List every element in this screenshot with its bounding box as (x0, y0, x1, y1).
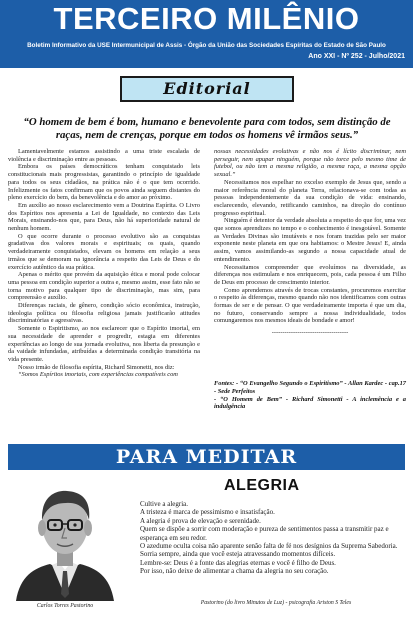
paragraph: Necessitamos compreender que evoluímos na diversidade, as diferenças nos estimulam e nos enriquecem, pois, cada pessoa é um Filho de Deus em processo de crescimento interior. (214, 263, 406, 286)
poem-line: Cultive a alegria. (140, 500, 189, 508)
poem-line: O azedume oculta coisa não aparente senão falta de fé nos desígnios da Suprema Sabedoria. (140, 542, 398, 551)
poem-line: Por isso, não deixe de alimentar a chama da alegria no seu coração. (140, 567, 329, 576)
separator-line: ------------------------------------ (271, 329, 349, 337)
poem-line: Quem se dispõe a sorrir com moderação e pureza de sentimentos passa a transmitir paz e esperança em seu redor. (140, 525, 389, 542)
editorial-heading-box (120, 76, 294, 102)
paragraph: Embora os países democráticos tenham conquistado leis constitucionais mais progressistas, garantindo o princípio de igualdade para todos os seus cidadãos, na prática não é o que tem ocorrido. Infelizmente os fatos confirmam que os povos ainda seguem distantes do pleno exercício do bem, da benevolência e do amor ao próximo. (8, 163, 200, 202)
simonetti-quote-end: nossas necessidades evolutivas e não nos é lícito discriminar, nem perseguir, nem apupar ninguém, porque não torce pelo mesmo time de futebol, ou não tem a mesma religião, a mesma raça, a mesma opção sexual.” (214, 148, 406, 179)
poem-credit: Pastorino (do livro Minutos de Luz) - psicografia Ariston S Teles (200, 600, 352, 606)
editorial-right-column (214, 148, 406, 337)
paragraph: Em auxílio ao nosso esclarecimento vem a Doutrina Espírita. O Livro dos Espíritos nos apresenta a Lei de Igualdade, no contexto das Leis Morais, ensinando-nos que, para Deus, não há superioridade natural de nenhum homem. (8, 201, 200, 233)
poem-line: A alegria é prova de elevação e serenidade. (140, 516, 261, 525)
source-2: - “O Homem de Bem” - Richard Simonetti - A inclemência e a indulgência (214, 395, 406, 411)
alegria-title: ALEGRIA (224, 477, 300, 494)
editorial-quote: “O homem de bem é bom, humano e benevolente para com todos, sem distinção de raças, nem de crenças, porque em todos os homens vê irmãos seus.” (23, 116, 391, 141)
paragraph: Apenas o mérito que provém da aquisição ética e moral pode colocar uma pessoa em condição superior a outra e, mesmo assim, esse fato não se torna motivo para qualquer tipo de discriminação, mas sim, para compreensão e auxílio. (8, 271, 200, 302)
poem-line: A tristeza é marca de pessimismo e insatisfação. (140, 508, 275, 517)
masthead-banner (0, 0, 413, 68)
paragraph: Somente o Espiritismo, ao nos esclarecer que o Espírito imortal, em sua necessidade de aprender e progredir, estagia em diferentes experiências ao longo de sua jornada evolutiva, nos liberta da presunção e da vaidade infundadas, atribuídas a determinada condição transitória na vida presente. (8, 325, 200, 363)
paragraph: Nosso irmão de filosofia espírita, Richard Simonetti, nos diz: (18, 363, 175, 371)
newsletter-subtitle: Boletim Informativo da USE Intermunicipal de Assis - Órgão da União das Sociedades Espíritas do Estado de São Paulo (27, 42, 386, 49)
newsletter-title: TERCEIRO MILÊNIO (53, 1, 360, 36)
editorial-left-column (8, 148, 200, 379)
paragraph: Necessitamos nos espelhar no excelso exemplo de Jesus que, sendo a maior referência moral do planeta Terra, relacionava-se com todas as pessoas independentemente da sua condição de vida: ensinando, esclarecendo, elevando, retificando caminhos, na direção do contínuo progresso espiritual. (214, 178, 406, 217)
poem-line: Lembre-se: Deus é a fonte das alegrias eternas e você é filho de Deus. (140, 558, 336, 567)
poem-line: Sorria sempre, ainda que você esteja atravessando momentos difíceis. (140, 550, 336, 559)
paragraph: Ninguém é detentor da verdade absoluta a respeito do que for, uma vez que somos aprendizes no tempo e o conhecimento é inesgotável. Somente as Verdades Divinas são imutáveis e nos foram trazidas pelo ser maior exponente neste planeta em que ora habitamos: o Mestre Jesus! E, ainda assim, vamos assimilando-as segundo a nossa capacidade atual de entendimento. (214, 217, 406, 263)
paragraph: Lamentavelmente estamos assistindo a uma triste escalada de violência e discriminação entre as pessoas. (8, 148, 200, 163)
paragraph: Diferenças raciais, de gênero, condição sócio econômica, instrução, ideologia política ou filosofia religiosa jamais justificarão atitudes discriminatórias e agressivas. (8, 302, 200, 325)
para-meditar-title: PARA MEDITAR (115, 446, 298, 468)
edition-info: Ano XXI - Nº 252 - Julho/2021 (308, 53, 405, 60)
alegria-text (140, 500, 402, 576)
sources-note (214, 380, 406, 411)
simonetti-quote-start: “Somos Espíritos imortais, com experiências compatíveis com (18, 371, 178, 379)
para-meditar-banner (8, 444, 405, 470)
author-portrait (12, 476, 118, 601)
portrait-caption: Carlos Torres Pastorino (36, 603, 94, 609)
source-1: Fontes: - “O Evangelho Segundo o Espiritismo” - Allan Kardec - cap.17 - Sede Perfeitos (214, 380, 406, 395)
paragraph: O que ocorre durante o processo evolutivo são as conquistas gradativas dos valores morais e espirituais; os quais, quando verdadeiramente conquistados, elevam os homens em relação a seus irmãos que se demoram na ignorância a respeito das Leis de Deus e do exercício autêntico da sua prática. (8, 232, 200, 271)
paragraph: Como aprendemos através de trocas constantes, procuremos exercitar o respeito às diferenças, mesmo quando não nos identificamos com outras formas de ser e de pensar. O que verdadeiramente importa é que um dia, no futuro, conservando sempre a nossa individualidade, todos comungaremos nos mesmos ideais de bondade e amor! (214, 286, 406, 325)
portrait-image (12, 476, 118, 601)
editorial-title: Editorial (163, 79, 251, 98)
